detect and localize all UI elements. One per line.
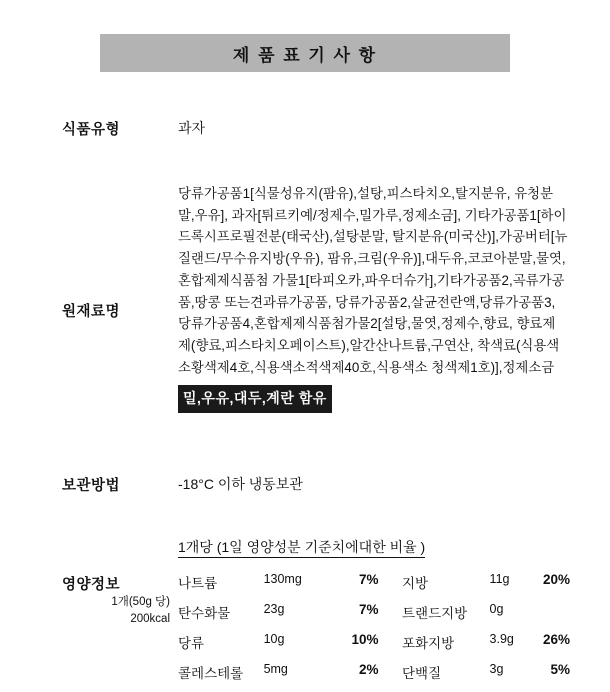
nutrient-amount: 3.9g <box>489 632 514 646</box>
nutrition-label: 영양정보 <box>62 577 121 593</box>
nutrient-amount: 23g <box>263 602 285 616</box>
table-row <box>178 662 570 692</box>
nutrient-percent: 26% <box>542 632 570 647</box>
nutrient-percent: 10% <box>351 632 379 647</box>
nutrient-amount: 3g <box>489 662 504 676</box>
nutrient-name: 포화지방 <box>402 636 455 651</box>
table-row <box>178 572 570 602</box>
nutrition-basis-header <box>178 537 425 557</box>
nutrient-name: 트랜드지방 <box>402 606 468 621</box>
nutrient-name: 단백질 <box>402 666 442 681</box>
nutrient-percent <box>543 602 570 632</box>
ingredients-text: 당류가공품1[식물성유지(팜유),설탕,피스타치오,탈지분유, 유청분말,우유], 과자[튀르키예/정제수,밀가루,정제소금], 기타가공품1[하이드록시프로필전분(태국산),설탕분말, 탈지분유(미국산)],가공버터[뉴질랜드/무수유지방(우유), 팜유,크림(우유)],대두유,코코아분말,물엿,혼합제제식품첨 가물1[타피오카,파우더슈가],기타가공품2,곡류가공품,땅콩 또는견과류가공품, 당류가공품2,살균전란액,당류가공품3, 당류가공품4,혼합제제식품첨가물2[설탕,물엿,정제수,향료, 향료제제(향료,피스타치오페이스트),알간산나트륨,구연산, 착색료(식용색소황색제4호,식용색소적색제40호,식용색소 청색제1호)],정제소금 <box>178 186 568 375</box>
nutrient-percent: 5% <box>550 662 570 677</box>
page-title: 제 품 표 기 사 항 <box>232 45 378 65</box>
nutrition-basis-text: 1개당 (1일 영양성분 기준치에대한 비율 ) <box>178 539 425 558</box>
nutrient-name: 당류 <box>178 636 205 651</box>
table-row <box>178 632 570 662</box>
column-gap <box>379 662 403 692</box>
nutrient-percent: 7% <box>359 572 379 587</box>
table-row <box>178 602 570 632</box>
nutrient-amount: 130mg <box>263 572 302 586</box>
storage-value: -18°C 이하 냉동보관 <box>178 476 303 492</box>
column-gap <box>379 632 403 662</box>
nutrient-name: 콜레스테롤 <box>178 666 244 681</box>
nutrition-serving-size: 1개(50g 당) <box>111 596 170 608</box>
nutrient-amount: 10g <box>263 632 285 646</box>
ingredients-block <box>178 183 568 413</box>
storage-label: 보관방법 <box>62 478 121 494</box>
column-gap <box>379 602 403 632</box>
nutrient-percent: 2% <box>359 662 379 677</box>
nutrient-name: 탄수화물 <box>178 606 231 621</box>
nutrient-amount: 11g <box>489 572 510 586</box>
nutrient-amount: 0g <box>489 602 504 616</box>
nutrient-name: 나트륨 <box>178 576 218 591</box>
column-gap <box>379 572 403 602</box>
nutrition-calories: 200kcal <box>130 613 170 626</box>
nutrient-percent: 7% <box>359 602 379 617</box>
food-type-label: 식품유형 <box>62 122 121 138</box>
ingredients-label: 원재료명 <box>62 304 121 320</box>
allergen-badge: 밀,우유,대두,계란 함유 <box>178 385 332 413</box>
nutrition-serving-info <box>62 594 170 629</box>
page-title-bar <box>100 34 510 72</box>
nutrient-amount: 5mg <box>263 662 288 676</box>
nutrition-table <box>178 572 570 692</box>
nutrient-name: 지방 <box>402 576 429 591</box>
food-type-value: 과자 <box>178 120 206 136</box>
nutrient-percent: 20% <box>542 572 570 587</box>
